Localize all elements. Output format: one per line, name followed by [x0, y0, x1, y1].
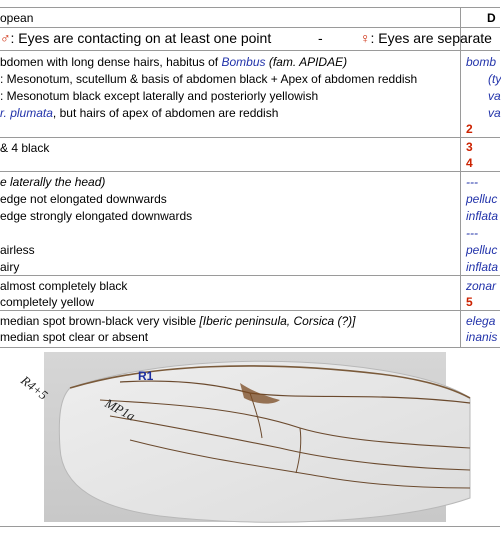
gender-dash: -: [318, 30, 323, 46]
key-line: edge not elongated downwards: [0, 192, 167, 206]
header-right: D: [487, 11, 496, 25]
key-line: & 4 black: [0, 141, 50, 155]
key-line-text: , but hairs of apex of abdomen are reddish: [52, 106, 279, 120]
taxon-link: ---: [466, 226, 478, 240]
key-line: completely yellow: [0, 295, 95, 309]
header-left: opean: [0, 11, 34, 25]
taxon-link: ---: [466, 175, 478, 189]
key-line: edge strongly elongated downwards: [0, 209, 193, 223]
gender-row: [0, 31, 271, 45]
taxon-link[interactable]: zonar: [466, 279, 497, 293]
key-line-text: median spot brown-black very visible: [0, 314, 200, 328]
taxon-link[interactable]: va: [488, 89, 501, 103]
male-symbol-icon: ♂: [0, 30, 11, 46]
female-symbol-icon: ♀: [360, 30, 371, 46]
taxon-link[interactable]: pelluc: [466, 243, 498, 257]
label-r45: R4+5: [18, 372, 51, 403]
wing-membrane: [59, 361, 470, 522]
row-divider: [0, 50, 500, 51]
row-divider: [0, 171, 500, 172]
wing-photo: [0, 348, 500, 526]
key-line: airy: [0, 260, 20, 274]
table-border-bottom: [0, 526, 500, 527]
taxon-link[interactable]: inflata: [466, 209, 499, 223]
key-line-locality: [Iberic peninsula, Corsica (?)]: [199, 314, 356, 328]
taxon-link[interactable]: pelluc: [466, 192, 498, 206]
taxon-link[interactable]: inanis: [466, 330, 498, 344]
key-line: e laterally the head): [0, 175, 106, 189]
table-border-top: [0, 7, 500, 8]
wing-figure: [0, 348, 500, 526]
key-line: : Mesonotum, scutellum & basis of abdomen black + Apex of abdomen reddish: [0, 72, 418, 86]
row-divider: [0, 275, 500, 276]
key-line: [0, 314, 356, 328]
taxon-link[interactable]: inflata: [466, 260, 499, 274]
column-divider: [460, 7, 461, 347]
key-line-text: bdomen with long dense hairs, habitus of: [0, 55, 222, 69]
taxon-link[interactable]: va: [488, 106, 501, 120]
key-line-family: (fam. APIDAE): [265, 55, 348, 69]
row-divider: [0, 27, 500, 28]
female-text: : Eyes are separate: [370, 30, 492, 46]
key-line: : Mesonotum black except laterally and posteriorly yellowish: [0, 89, 319, 103]
label-mp1a: MP1a: [102, 395, 138, 424]
key-line-genus: Bombus: [221, 55, 266, 69]
key-line: [0, 55, 347, 69]
taxon-link[interactable]: elega: [466, 314, 496, 328]
taxon-link[interactable]: bomb: [466, 55, 497, 69]
row-divider: [0, 310, 500, 311]
key-line: median spot clear or absent: [0, 330, 149, 344]
key-line: [0, 106, 278, 120]
couplet-number[interactable]: 5: [466, 295, 473, 309]
row-divider: [0, 137, 500, 138]
couplet-number[interactable]: 2: [466, 122, 473, 136]
couplet-number[interactable]: 3: [466, 140, 473, 154]
key-line: airless: [0, 243, 35, 257]
gender-row-female: [360, 31, 492, 45]
couplet-number[interactable]: 4: [466, 156, 473, 170]
key-line-variety: r. plumata: [0, 106, 53, 120]
taxon-link[interactable]: (ty: [488, 72, 501, 86]
key-line: almost completely black: [0, 279, 128, 293]
male-text: : Eyes are contacting on at least one point: [10, 30, 272, 46]
label-r1: R1: [138, 369, 154, 383]
